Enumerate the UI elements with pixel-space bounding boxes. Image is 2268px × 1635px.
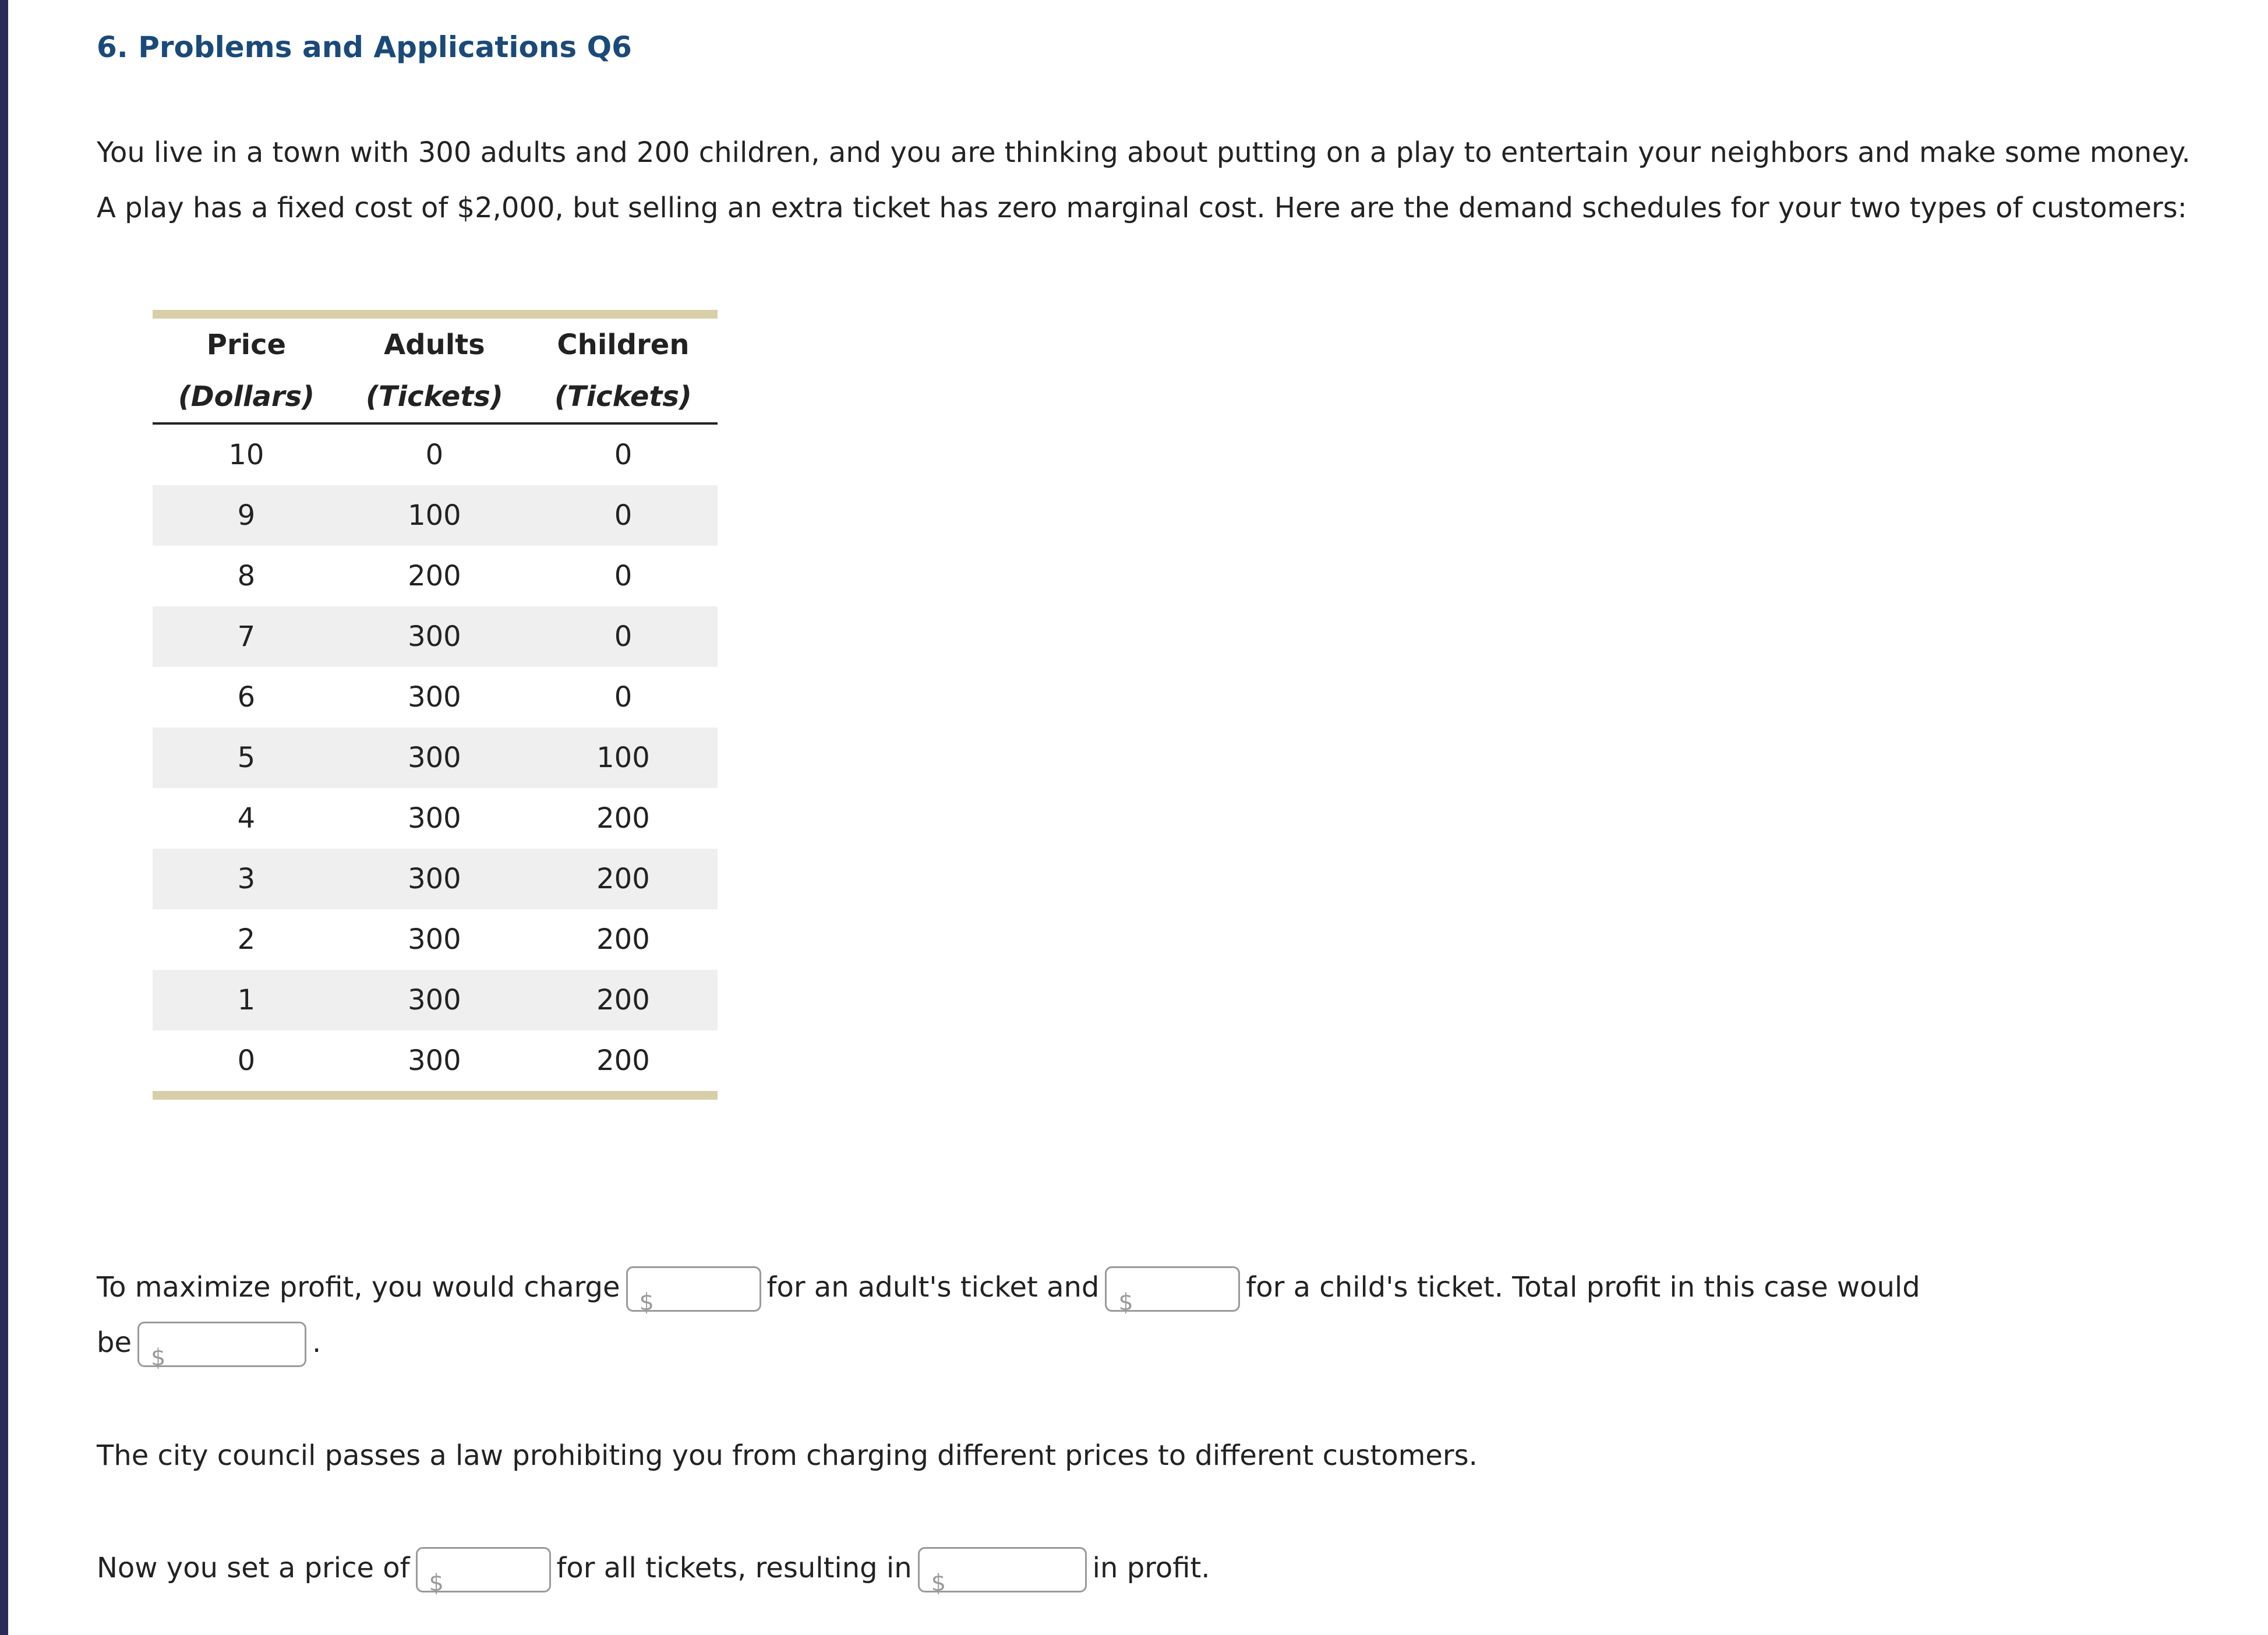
children-cell: 100 [529,728,718,788]
adults-cell: 300 [340,970,529,1030]
price-cell: 6 [237,681,256,714]
adults-cell: 300 [408,923,461,956]
question-1-line-2 [97,1315,321,1371]
adults-cell: 0 [425,439,444,471]
header-price: Price [206,329,287,361]
q1-text-part5: . [312,1326,322,1359]
total-profit-input[interactable] [137,1322,306,1371]
intro-text [97,125,2263,236]
price-cell: 5 [153,728,340,788]
adults-cell: 300 [408,681,461,714]
adults-cell: 200 [408,560,461,592]
children-cell: 200 [596,802,650,835]
dollar-prefix: $ [639,1289,654,1316]
q3-text-part2: for all tickets, resulting in [556,1552,912,1584]
price-cell: 4 [237,802,256,835]
intro-line-2: A play has a fixed cost of $2,000, but selling an extra ticket has zero marginal cost. Here are the demand schedules for your two types of customers: [97,192,2187,224]
subheader-children-unit: (Tickets) [529,371,718,423]
children-cell: 0 [529,485,718,546]
children-cell: 0 [529,606,718,667]
dollar-prefix: $ [1118,1289,1133,1316]
single-price-profit-input[interactable] [918,1547,1087,1597]
question-title: 6. Problems and Applications Q6 [97,30,632,64]
price-cell: 10 [228,439,264,471]
table-row [153,849,718,909]
table-row [153,485,718,546]
children-cell: 200 [529,849,718,909]
question-2-text: The city council passes a law prohibiting you from charging different prices to different customers. [97,1439,1478,1472]
table-bottom-rule [153,1091,718,1100]
header-children: Children [557,329,690,361]
adults-cell: 300 [408,1044,461,1077]
q1-text-part3: for a child's ticket. Total profit in this case would [1246,1271,1920,1304]
q1-text-part2: for an adult's ticket and [766,1271,1100,1304]
table-row [153,1030,718,1091]
adults-cell: 300 [340,606,529,667]
subheader-price-unit: (Dollars) [153,371,340,423]
adults-cell: 300 [340,728,529,788]
table-top-rule [153,310,718,319]
single-price-input[interactable] [416,1547,551,1597]
child-price-input[interactable] [1105,1266,1240,1316]
dollar-prefix: $ [931,1570,946,1597]
children-cell: 0 [614,560,633,592]
table-row [153,728,718,788]
table-row [153,970,718,1030]
price-cell: 7 [153,606,340,667]
adults-cell: 100 [340,485,529,546]
adults-cell: 300 [340,849,529,909]
price-cell: 3 [153,849,340,909]
question-1-line-1 [97,1260,1920,1315]
table-row [153,909,718,970]
question-3-line [97,1541,1210,1596]
table-row [153,606,718,667]
price-cell: 1 [153,970,340,1030]
children-cell: 0 [614,681,633,714]
q1-text-part1: To maximize profit, you would charge [97,1271,620,1304]
children-cell: 200 [596,1044,650,1077]
children-cell: 200 [529,970,718,1030]
intro-line-1: You live in a town with 300 adults and 200 children, and you are thinking about putting on a play to entertain your neighbors and make some money. [97,136,2191,169]
dollar-prefix: $ [429,1570,444,1597]
adults-cell: 300 [408,802,461,835]
children-cell: 0 [614,439,633,471]
price-cell: 0 [237,1044,256,1077]
adult-price-input[interactable] [626,1266,761,1316]
children-cell: 200 [596,923,650,956]
table-row [153,788,718,849]
q3-text-part1: Now you set a price of [97,1552,410,1584]
price-cell: 9 [153,485,340,546]
q1-text-part4: be [97,1326,132,1359]
table-row [153,423,718,485]
table-row [153,667,718,728]
header-adults: Adults [384,329,485,361]
table-row [153,546,718,606]
dollar-prefix: $ [151,1344,166,1371]
price-cell: 8 [237,560,256,592]
left-accent-bar [0,0,8,1635]
price-cell: 2 [237,923,256,956]
demand-schedule-table [153,310,718,1100]
q3-text-part3: in profit. [1092,1552,1210,1584]
subheader-adults-unit: (Tickets) [340,371,529,423]
